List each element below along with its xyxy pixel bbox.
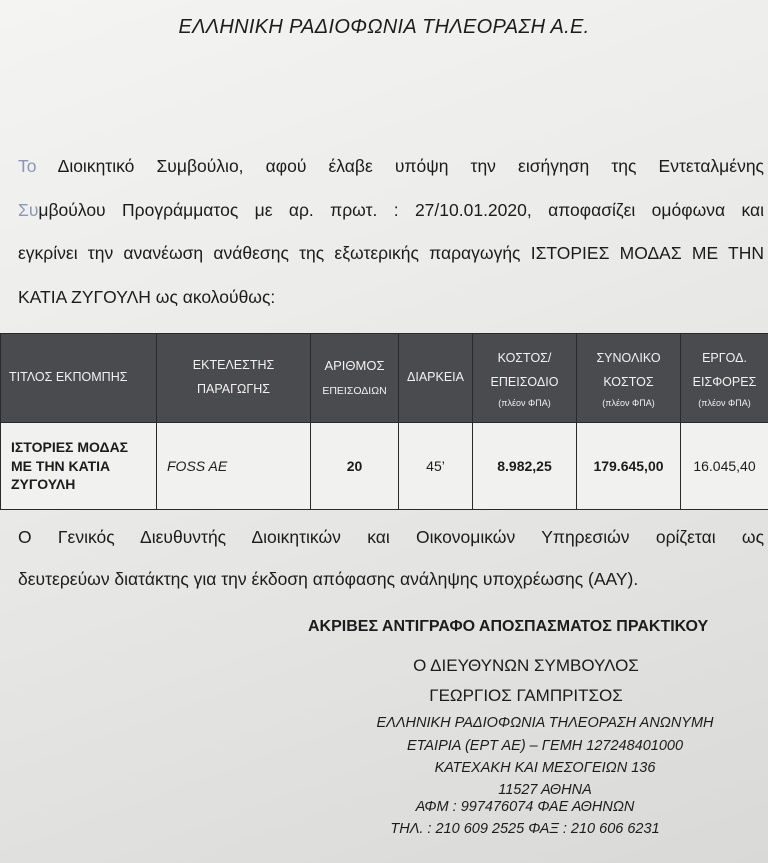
header-duration: ΔΙΑΡΚΕΙΑ xyxy=(399,334,473,423)
intro-line-2 xyxy=(18,200,764,221)
stamp-line-4: 11527 ΑΘΗΝΑ xyxy=(498,782,592,798)
intro-line-1-rest: Διοικητικό Συμβούλιο, αφού έλαβε υπόψη την εισήγηση της Εντεταλμένης xyxy=(36,156,764,176)
header-cost: ΚΟΣΤΟΣ/ ΕΠΕΙΣΟΔΙΟ (πλέον ΦΠΑ) xyxy=(473,334,577,423)
certified-copy-heading: ΑΚΡΙΒΕΣ ΑΝΤΙΓΡΑΦΟ ΑΠΟΣΠΑΣΜΑΤΟΣ ΠΡΑΚΤΙΚΟΥ xyxy=(308,618,709,635)
stamp-line-2: ΕΤΑΙΡΙΑ (ΕΡΤ ΑΕ) – ΓΕΜΗ 127248401000 xyxy=(406,738,684,754)
header-producer: ΕΚΤΕΛΕΣΤΗΣ ΠΑΡΑΓΩΓΗΣ xyxy=(157,334,311,423)
production-table xyxy=(0,333,768,510)
stamp-line-6: ΤΗΛ. : 210 609 2525 ΦΑΞ : 210 606 6231 xyxy=(390,821,660,837)
signatory-name: ΓΕΩΡΓΙΟΣ ΓΑΜΠΡΙΤΣΟΣ xyxy=(429,686,623,705)
table-header-row xyxy=(1,334,768,423)
body-line-2: δευτερεύων διατάκτης για την έκδοση απόφασης ανάληψης υποχρέωσης (ΑΑΥ). xyxy=(18,569,639,589)
header-episodes: ΑΡΙΘΜΟΣ ΕΠΕΙΣΟΔΙΩΝ xyxy=(311,334,399,423)
cell-producer: FOSS AE xyxy=(157,423,311,510)
stamp-line-3: ΚΑΤΕΧΑΚΗ ΚΑΙ ΜΕΣΟΓΕΙΩΝ 136 xyxy=(434,760,656,776)
stamp-line-5: ΑΦΜ : 997476074 ΦΑΕ ΑΘΗΝΩΝ xyxy=(415,799,635,815)
cell-cost: 8.982,25 xyxy=(473,423,577,510)
signatory-role: Ο ΔΙΕΥΘΥΝΩΝ ΣΥΜΒΟΥΛΟΣ xyxy=(413,656,639,675)
cell-program-title: ΙΣΤΟΡΙΕΣ ΜΟΔΑΣ ΜΕ ΤΗΝ ΚΑΤΙΑ ΖΥΓΟΥΛΗ xyxy=(1,423,157,510)
cell-duration: 45’ xyxy=(399,423,473,510)
stamp-line-1: ΕΛΛΗΝΙΚΗ ΡΑΔΙΟΦΩΝΙΑ ΤΗΛΕΟΡΑΣΗ ΑΝΩΝΥΜΗ xyxy=(376,715,714,731)
cell-episodes: 20 xyxy=(311,423,399,510)
header-total: ΣΥΝΟΛΙΚΟ ΚΟΣΤΟΣ (πλέον ΦΠΑ) xyxy=(577,334,681,423)
header-contributions: ΕΡΓΟΔ. ΕΙΣΦΟΡΕΣ (πλέον ΦΠΑ) xyxy=(681,334,768,423)
cell-total: 179.645,00 xyxy=(577,423,681,510)
header-title: ΤΙΤΛΟΣ ΕΚΠΟΜΠΗΣ xyxy=(1,334,157,423)
cell-contributions: 16.045,40 xyxy=(681,423,768,510)
intro-line-2-rest: μβούλου Προγράμματος με αρ. πρωτ. : 27/10.01.2020, αποφασίζει ομόφωνα και xyxy=(38,200,764,220)
intro-line-1 xyxy=(18,156,764,177)
body-line-1: Ο Γενικός Διευθυντής Διοικητικών και Οικονομικών Υπηρεσιών ορίζεται ως xyxy=(18,527,764,547)
intro-line-2-start: Συ xyxy=(18,200,39,220)
intro-line-3: εγκρίνει την ανανέωση ανάθεσης της εξωτερικής παραγωγής ΙΣΤΟΡΙΕΣ ΜΟΔΑΣ ΜΕ ΤΗΝ xyxy=(18,243,764,263)
document-title: ΕΛΛΗΝΙΚΗ ΡΑΔΙΟΦΩΝΙΑ ΤΗΛΕΟΡΑΣΗ Α.Ε. xyxy=(178,16,590,38)
intro-line-1-start: Το xyxy=(18,156,37,176)
intro-line-4: ΚΑΤΙΑ ΖΥΓΟΥΛΗ ως ακολούθως: xyxy=(18,287,276,307)
table-row xyxy=(1,423,768,510)
